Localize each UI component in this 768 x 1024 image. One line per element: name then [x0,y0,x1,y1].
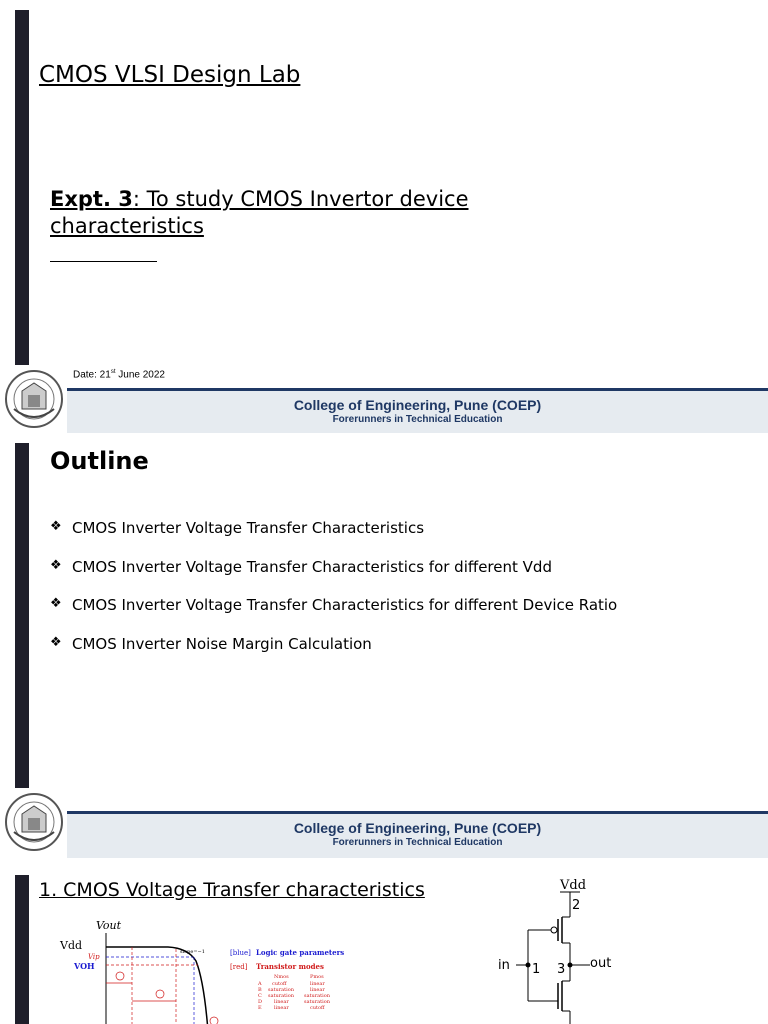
mode-row-pmos: cutoff [310,1005,325,1011]
mode-col-pmos: Pmos [310,974,324,980]
mode-row-pmos: saturation [304,993,330,999]
mode-row-id: A [258,981,262,987]
schematic-vdd-label: Vdd [560,878,587,893]
experiment-title [50,186,570,240]
college-tagline: Forerunners in Technical Education [332,414,503,425]
mode-row-pmos: saturation [304,999,330,1005]
legend-red-tag: [red] [230,963,248,971]
date-text: Date: 21st June 2022 [73,369,165,381]
vtc-vout-label: Vout [96,921,122,932]
schematic-out-label: out [590,956,612,971]
mode-row-pmos: linear [310,987,325,993]
divider-line [50,261,157,262]
bullet-diamond-icon: ❖ [50,634,62,650]
mode-row-pmos: linear [310,981,325,987]
inverter-schematic [490,871,630,1024]
mode-col-nmos: Nmos [274,974,289,980]
slide-accent-bar [15,10,29,365]
vtc-region-a-marker [116,972,124,980]
slide-vtc [0,871,768,1024]
mode-row-nmos: saturation [268,993,294,999]
vtc-voh-label: VOH [74,961,95,971]
college-tagline: Forerunners in Technical Education [332,837,503,848]
vtc-vdd-label: Vdd [60,939,83,952]
course-title: CMOS VLSI Design Lab [39,62,301,88]
slide-accent-bar [15,443,29,788]
college-name: College of Engineering, Pune (COEP) [293,820,542,836]
mode-row-nmos: linear [274,999,289,1005]
bullet-diamond-icon: ❖ [50,519,62,534]
list-item: ❖ CMOS Inverter Voltage Transfer Characteristics for different Vdd [50,557,552,576]
college-seal-icon [0,788,67,856]
list-item: ❖ CMOS Inverter Noise Margin Calculation [50,634,372,653]
outline-list [50,519,617,673]
outline-heading: Outline [50,447,149,475]
legend-blue-tag: [blue] [230,949,251,957]
mode-row-id: B [258,987,262,993]
vtc-figure [58,921,408,1024]
vtc-curve [106,947,208,1024]
bullet-diamond-icon: ❖ [50,557,62,573]
vtc-slope-label: slope=−1 [180,949,205,955]
vtc-region-c-marker [210,1017,218,1024]
college-seal-icon [0,365,67,433]
schematic-node-1: 1 [532,962,541,977]
pmos-bubble [551,927,557,933]
slide-footer [0,365,768,425]
college-name: College of Engineering, Pune (COEP) [293,397,542,413]
mode-row-id: D [258,999,263,1005]
list-item: ❖ CMOS Inverter Voltage Transfer Characteristics for different Device Ratio [50,596,618,614]
slide-accent-bar [15,875,29,1024]
slide-footer [0,788,768,848]
mode-row-nmos: saturation [268,987,294,993]
section-title: 1. CMOS Voltage Transfer characteristics [39,879,425,901]
slide-outline [0,433,768,871]
footer-band [67,391,768,433]
legend-blue-text: Logic gate parameters [256,948,345,957]
mode-row-id: C [258,993,262,999]
schematic-in-label: in [498,958,510,973]
mode-row-id: E [258,1005,262,1011]
schematic-node-2: 2 [572,898,581,913]
vtc-vip-label: Vip [88,953,100,961]
mode-row-nmos: linear [274,1005,289,1011]
experiment-label: Expt. 3 [50,187,133,211]
schematic-node-3: 3 [557,962,566,977]
legend-red-text: Transistor modes [256,962,324,971]
vtc-region-b-marker [156,990,164,998]
mode-row-nmos: cutoff [272,981,287,987]
slide-title [0,0,768,433]
list-item: ❖ CMOS Inverter Voltage Transfer Characteristics [50,519,425,537]
footer-band [67,814,768,858]
bullet-diamond-icon: ❖ [50,596,62,611]
experiment-description: : To study CMOS Invertor device characteristics [50,187,469,238]
